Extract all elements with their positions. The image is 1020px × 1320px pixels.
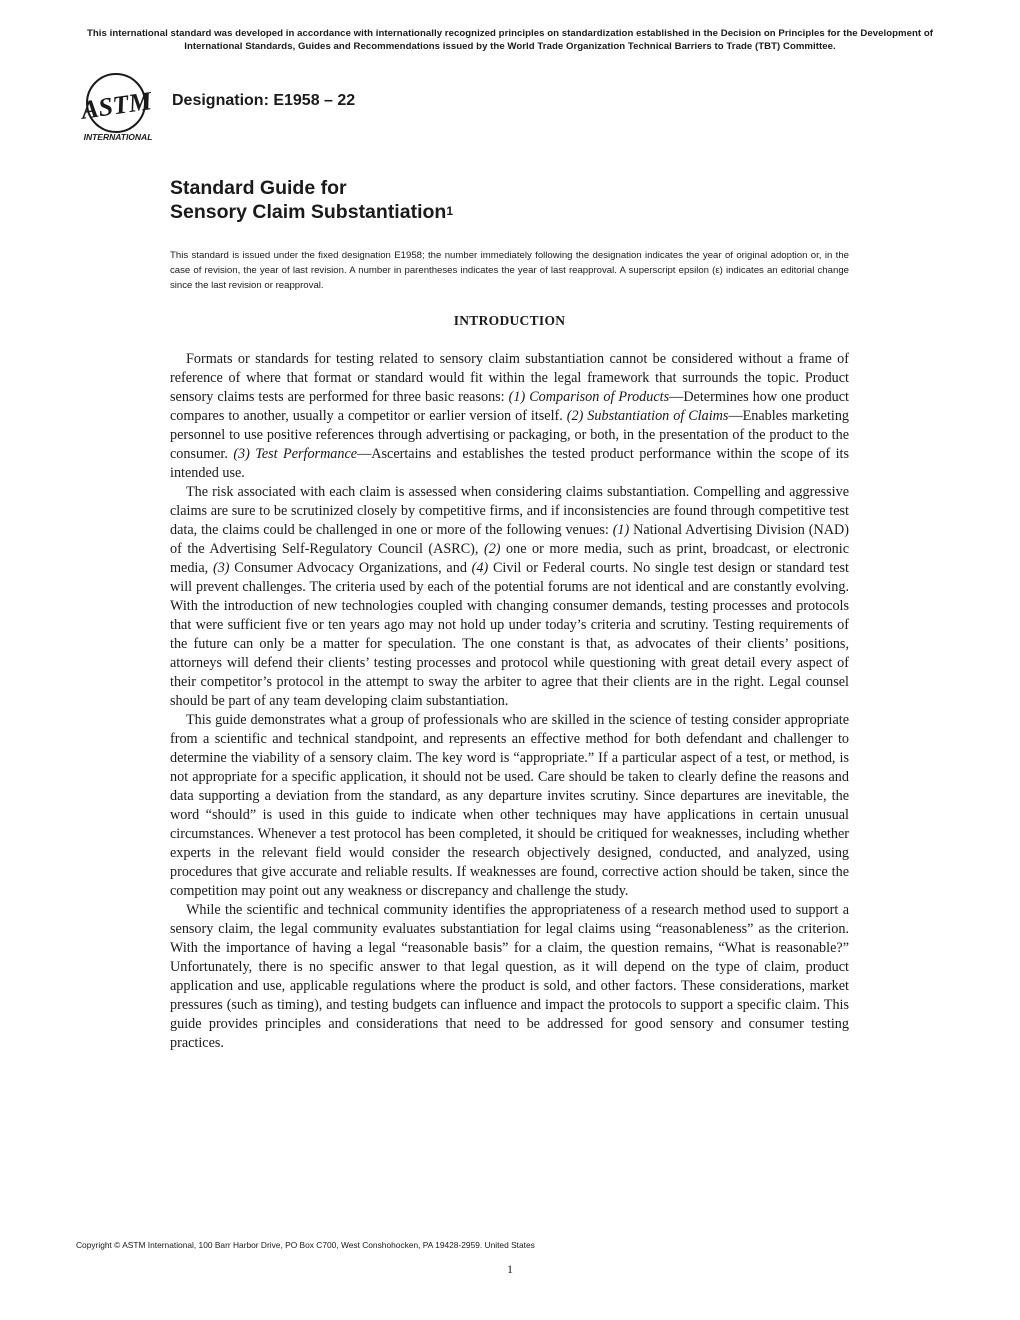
copyright-notice: Copyright © ASTM International, 100 Barr Harbor Drive, PO Box C700, West Conshohocken, PA 19428-2959. United States (76, 1240, 535, 1250)
logo-text: ASTM (79, 86, 154, 125)
title-line-2: Sensory Claim Substantiation$^1$ (170, 201, 453, 223)
page-number: 1 (507, 1262, 513, 1276)
top-notice: This international standard was developed in accordance with internationally recognized principles on standardization established in the Decision on Principles for the Development of International Standards, Guides and Recommendations issued by the World Trade Organization Technical Barriers to Trade (TBT) Committee. (86, 28, 934, 52)
logo-subtext: INTERNATIONAL (83, 132, 153, 142)
issue-note: This standard is issued under the fixed designation E1958; the number immediately following the designation indicates the year of original adoption or, in the case of revision, the year of last revision. A number in parentheses indicates the year of last reapproval. A superscript epsilon (ε) indicates an editorial change since the last revision or reapproval. (170, 250, 849, 291)
document-title (170, 176, 453, 224)
intro-paragraph-4: While the scientific and technical community identifies the appropriateness of a research method used to support a sensory claim, the legal community evaluates substantiation for legal claims using “reasonableness” as the criterion. With the importance of having a legal “reasonable basis” for a claim, the question remains, “What is reasonable?” Unfortunately, there is no specific answer to that legal question, as it will depend on the type of claim, product application and use, applicable regulations where the product is sold, and other factors. These considerations, market pressures (such as timing), and testing budgets can influence and impact the protocols to support a specific claim. This guide provides principles and considerations that need to be addressed for good sensory and consumer testing practices. (170, 902, 849, 1051)
intro-paragraph-2: The risk associated with each claim is assessed when considering claims substantiation. Compelling and aggressive claims are sure to be scrutinized closely by competitive firms, and if inconsistencies are found through competitive test data, the claims could be challenged in one or more of the following venues: (1) National Advertising Division (NAD) of the Advertising Self-Regulatory Council (ASRC), (2) one or more media, such as print, broadcast, or electronic media, (3) Consumer Advocacy Organizations, and (4) Civil or Federal courts. No single test design or standard test will prevent challenges. The criteria used by each of the potential forums are not identical and are constantly evolving. With the introduction of new technologies coupled with changing consumer demands, testing processes and protocols that were sufficient five or ten years ago may not hold up under today’s criteria and scrutiny. Testing requirements of the future can only be a matter for speculation. The one constant is that, as advocates of their clients’ positions, attorneys will defend their clients’ testing processes and protocol while questioning with great detail every aspect of their competitor’s protocol in the attempt to sway the arbiter to agree that their clients are in the right. Legal counsel should be part of any team developing claim substantiation. (170, 484, 849, 709)
title-line-1: Standard Guide for (170, 177, 347, 199)
intro-paragraph-1: Formats or standards for testing related to sensory claim substantiation cannot be considered without a frame of reference of where that format or standard would fit within the legal framework that surrounds the topic. Product sensory claims tests are performed for three basic reasons: (1) Comparison of Products—Determines how one product compares to another, usually a competitor or earlier version of itself. (2) Substantiation of Claims—Enables marketing personnel to use positive references through advertising or packaging, or both, in the presentation of the product to the consumer. (3) Test Performance—Ascertains and establishes the tested product performance within the scope of its intended use. (170, 351, 850, 481)
introduction-body (170, 350, 849, 1053)
astm-logo (76, 73, 162, 143)
intro-paragraph-3: This guide demonstrates what a group of professionals who are skilled in the science of testing consider appropriate from a scientific and technical standpoint, and represents an effective method for both defendant and challenger to determine the viability of a sensory claim. The key word is “appropriate.” If a particular aspect of a test, or method, is not appropriate for a specific application, it should not be used. Care should be taken to clearly define the reasons and data supporting a deviation from the standard, as any departure invites scrutiny. Since departures are inevitable, the word “should” is used in this guide to indicate when other techniques may have applications in certain unusual circumstances. Whenever a test protocol has been completed, it should be critiqued for weaknesses, including whether experts in the relevant field would consider the research objectively designed, conducted, and analyzed, using procedures that give accurate and reliable results. If weaknesses are found, corrective action should be taken, since the competition may point out any weakness or discrepancy and challenge the study. (170, 712, 849, 899)
designation: Designation: E1958 – 22 (172, 92, 356, 109)
title-footnote-mark: 1 (446, 204, 453, 218)
introduction-heading: INTRODUCTION (453, 313, 566, 328)
